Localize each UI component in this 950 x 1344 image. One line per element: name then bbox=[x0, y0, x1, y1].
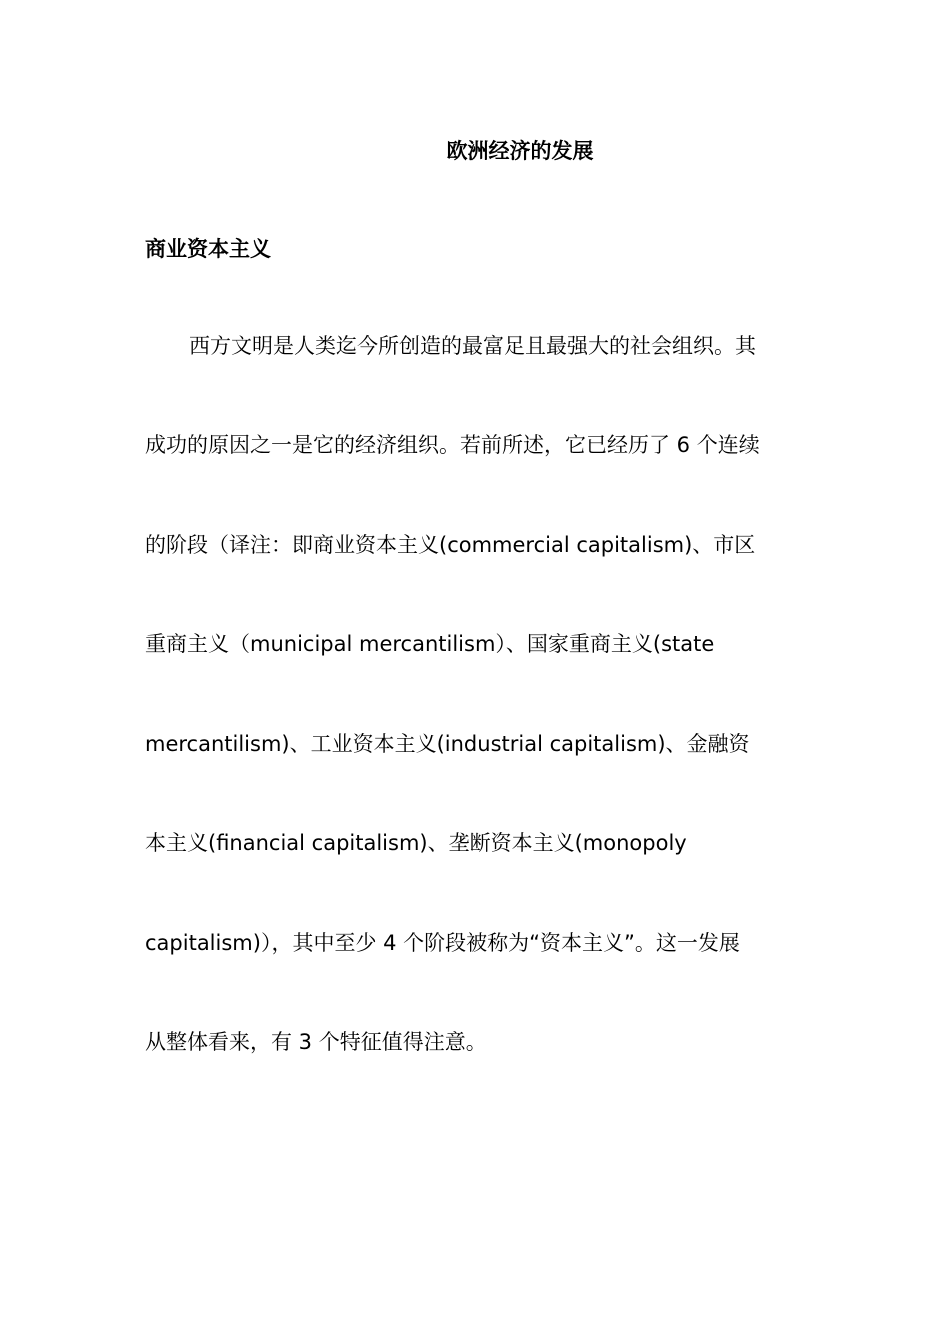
paragraph-line-3: 的阶段（译注：即商业资本主义(commercial capitalism)、市区 bbox=[145, 533, 756, 557]
paragraph-line-6: 本主义(financial capitalism)、垄断资本主义(monopoly bbox=[145, 831, 687, 855]
paragraph-line-5: mercantilism)、工业资本主义(industrial capitalism)、金融资 bbox=[145, 732, 750, 756]
paragraph-line-7: capitalism)），其中至少 4 个阶段被称为“资本主义”。这一发展 bbox=[145, 931, 740, 955]
paragraph-line-4: 重商主义（municipal mercantilism）、国家重商主义(state bbox=[145, 632, 715, 656]
paragraph-line-2: 成功的原因之一是它的经济组织。若前所述，它已经历了 6 个连续 bbox=[145, 433, 760, 457]
document-title: 欧洲经济的发展 bbox=[446, 139, 594, 163]
paragraph-line-8: 从整体看来，有 3 个特征值得注意。 bbox=[145, 1030, 487, 1054]
paragraph-line-1: 西方文明是人类迄今所创造的最富足且最强大的社会组织。其 bbox=[189, 334, 756, 358]
section-heading: 商业资本主义 bbox=[145, 237, 271, 261]
